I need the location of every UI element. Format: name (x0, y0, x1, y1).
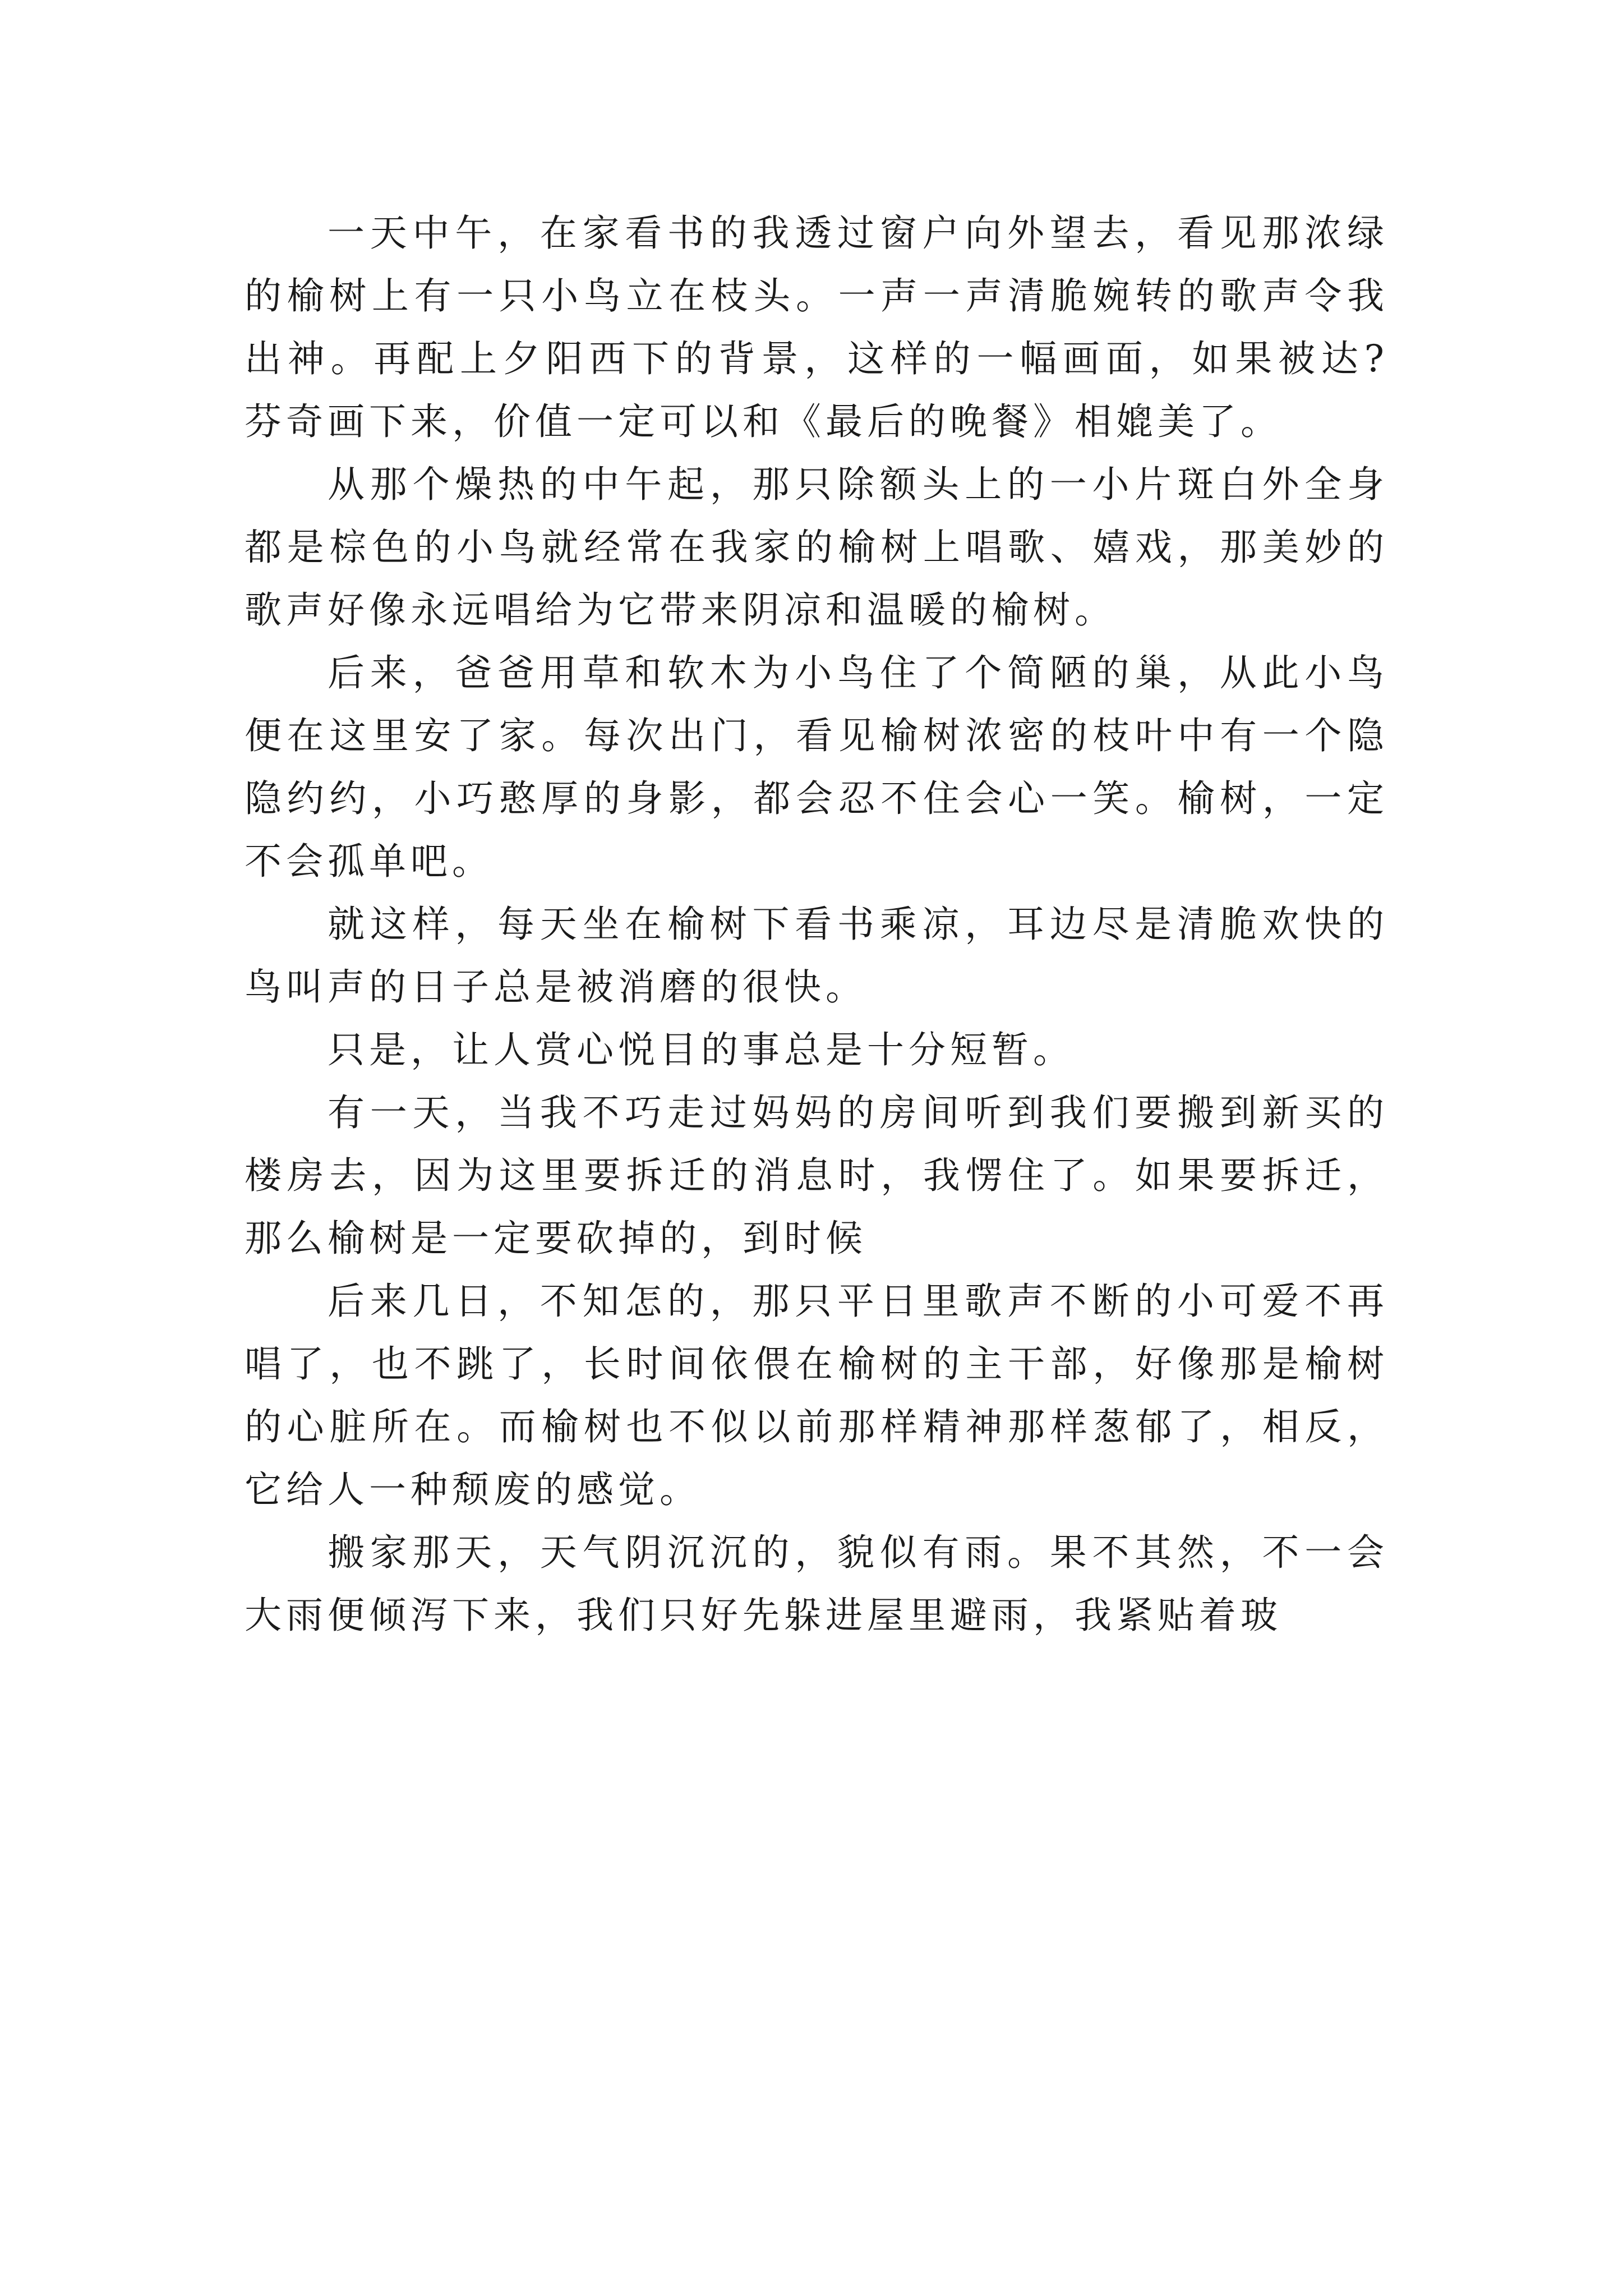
paragraph-6: 有一天，当我不巧走过妈妈的房间听到我们要搬到新买的楼房去，因为这里要拆迁的消息时，我愣住了。如果要拆迁，那么榆树是一定要砍掉的，到时候 (245, 1091, 1389, 1260)
article-body (245, 202, 1389, 1647)
paragraph-4: 就这样，每天坐在榆树下看书乘凉，耳边尽是清脆欢快的鸟叫声的日子总是被消磨的很快。 (245, 903, 1389, 1009)
paragraph-7: 后来几日，不知怎的，那只平日里歌声不断的小可爱不再唱了，也不跳了，长时间依偎在榆树的主干部，好像那是榆树的心脏所在。而榆树也不似以前那样精神那样葱郁了，相反，它给人一种颓废的感觉。 (245, 1280, 1389, 1511)
paragraph-8: 搬家那天，天气阴沉沉的，貌似有雨。果不其然，不一会大雨便倾泻下来，我们只好先躲进屋里避雨，我紧贴着玻 (245, 1531, 1389, 1637)
paragraph-5: 只是，让人赏心悦目的事总是十分短暂。 (328, 1028, 1075, 1071)
paragraph-1: 一天中午，在家看书的我透过窗户向外望去，看见那浓绿的榆树上有一只小鸟立在枝头。一声一声清脆婉转的歌声令我出神。再配上夕阳西下的背景，这样的一幅画面，如果被达?芬奇画下来，价值一定可以和《最后的晚餐》相媲美了。 (245, 211, 1389, 443)
paragraph-2: 从那个燥热的中午起，那只除额头上的一小片斑白外全身都是棕色的小鸟就经常在我家的榆树上唱歌、嬉戏，那美妙的歌声好像永远唱给为它带来阴凉和温暖的榆树。 (245, 463, 1389, 632)
paragraph-3: 后来，爸爸用草和软木为小鸟住了个简陋的巢，从此小鸟便在这里安了家。每次出门，看见榆树浓密的枝叶中有一个隐隐约约，小巧憨厚的身影，都会忍不住会心一笑。榆树，一定不会孤单吧。 (245, 651, 1389, 883)
